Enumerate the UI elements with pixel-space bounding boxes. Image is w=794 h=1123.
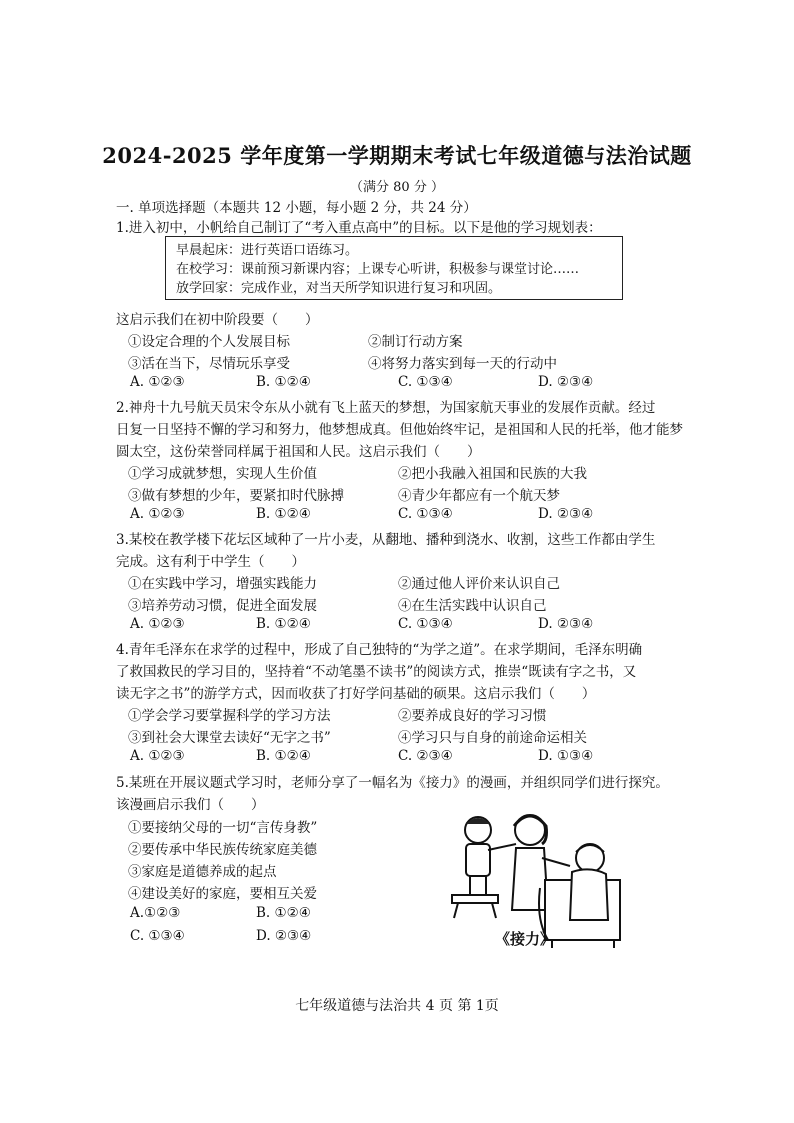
q2-stem: 2.神舟十九号航天员宋令东从小就有飞上蓝天的梦想，为国家航天事业的发展作贡献。经过 xyxy=(116,400,656,416)
q4-stem: 读无字之书”的游学方式，因而收获了打好学问基础的硕果。这启示我们（ ） xyxy=(116,686,596,702)
q5-choice-d[interactable]: D. ②③④ xyxy=(256,928,312,944)
q3-item: ④在生活实践中认识自己 xyxy=(398,598,547,614)
q4-item: ②要养成良好的学习习惯 xyxy=(398,708,547,724)
q2-item: ④青少年都应有一个航天梦 xyxy=(398,488,560,504)
q3-item: ③培养劳动习惯，促进全面发展 xyxy=(128,598,317,614)
cartoon-caption: 《接力》 xyxy=(495,930,556,948)
q2-item: ②把小我融入祖国和民族的大我 xyxy=(398,466,587,482)
full-score: （满分 80 分 ） xyxy=(350,180,444,195)
q1-choice-b[interactable]: B. ①②④ xyxy=(256,374,311,390)
q1-choice-c[interactable]: C. ①③④ xyxy=(398,374,453,390)
q1-stem: 1.进入初中，小帆给自己制订了“考入重点高中”的目标。以下是他的学习规划表： xyxy=(116,220,602,236)
plan-line: 早晨起床：进行英语口语练习。 xyxy=(176,243,359,258)
q5-choice-b[interactable]: B. ①②④ xyxy=(256,905,311,921)
q1-item: ④将努力落实到每一天的行动中 xyxy=(368,356,557,372)
q4-item: ③到社会大课堂去读好“无字之书” xyxy=(128,730,331,746)
q3-choice-d[interactable]: D. ②③④ xyxy=(538,616,594,632)
q2-item: ③做有梦想的少年，要紧扣时代脉搏 xyxy=(128,488,344,504)
q4-item: ④学习只与自身的前途命运相关 xyxy=(398,730,587,746)
q4-stem: 了救国救民的学习目的，坚持着“不动笔墨不读书”的阅读方式，推崇“既读有字之书，又 xyxy=(116,664,637,680)
q3-item: ②通过他人评价来认识自己 xyxy=(398,576,560,592)
q2-choice-a[interactable]: A. ①②③ xyxy=(130,506,185,522)
q2-stem: 日复一日坚持不懈的学习和努力，他梦想成真。但他始终牢记，是祖国和人民的托举，他才能梦 xyxy=(116,422,683,438)
q5-choice-a[interactable]: A.①②③ xyxy=(130,905,181,921)
q5-item: ③家庭是道德养成的起点 xyxy=(128,864,277,880)
q2-choice-c[interactable]: C. ①③④ xyxy=(398,506,453,522)
plan-line: 在校学习：课前预习新课内容；上课专心听讲，积极参与课堂讨论…… xyxy=(176,262,580,277)
q3-choice-b[interactable]: B. ①②④ xyxy=(256,616,311,632)
q1-item: ①设定合理的个人发展目标 xyxy=(128,334,290,350)
q1-ask: 这启示我们在初中阶段要（ ） xyxy=(116,312,319,328)
q3-stem: 3.某校在教学楼下花坛区域种了一片小麦，从翻地、播种到浇水、收割，这些工作都由学生 xyxy=(116,532,656,548)
q2-choice-d[interactable]: D. ②③④ xyxy=(538,506,594,522)
q4-item: ①学会学习要掌握科学的学习方法 xyxy=(128,708,331,724)
q1-item: ②制订行动方案 xyxy=(368,334,463,350)
q3-choice-c[interactable]: C. ①③④ xyxy=(398,616,453,632)
q3-choice-a[interactable]: A. ①②③ xyxy=(130,616,185,632)
q1-choice-a[interactable]: A. ①②③ xyxy=(130,374,185,390)
q5-item: ①要接纳父母的一切“言传身教” xyxy=(128,820,318,836)
q1-item: ③活在当下，尽情玩乐享受 xyxy=(128,356,290,372)
page-footer: 七年级道德与法治共 4 页 第 1页 xyxy=(295,998,499,1014)
q2-item: ①学习成就梦想，实现人生价值 xyxy=(128,466,317,482)
q4-choice-c[interactable]: C. ②③④ xyxy=(398,748,453,764)
q1-choice-d[interactable]: D. ②③④ xyxy=(538,374,594,390)
q3-item: ①在实践中学习，增强实践能力 xyxy=(128,576,317,592)
q5-choice-c[interactable]: C. ①③④ xyxy=(130,928,185,944)
q4-choice-d[interactable]: D. ①③④ xyxy=(538,748,594,764)
q4-stem: 4.青年毛泽东在求学的过程中，形成了自己独特的“为学之道”。在求学期间，毛泽东明确 xyxy=(116,642,643,658)
q4-choice-a[interactable]: A. ①②③ xyxy=(130,748,185,764)
plan-line: 放学回家：完成作业，对当天所学知识进行复习和巩固。 xyxy=(176,281,502,296)
exam-title: 2024-2025 学年度第一学期期末考试七年级道德与法治试题 xyxy=(102,143,692,168)
q4-choice-b[interactable]: B. ①②④ xyxy=(256,748,311,764)
q2-choice-b[interactable]: B. ①②④ xyxy=(256,506,311,522)
q2-stem: 圆太空，这份荣誉同样属于祖国和人民。这启示我们（ ） xyxy=(116,444,481,460)
study-plan-box xyxy=(165,236,623,300)
q5-item: ②要传承中华民族传统家庭美德 xyxy=(128,842,317,858)
q3-stem: 完成。这有利于中学生（ ） xyxy=(116,554,305,570)
q5-stem: 该漫画启示我们（ ） xyxy=(116,797,265,813)
q5-stem: 5.某班在开展议题式学习时，老师分享了一幅名为《接力》的漫画，并组织同学们进行探究。 xyxy=(116,775,669,791)
q5-item: ④建设美好的家庭，要相互关爱 xyxy=(128,886,317,902)
section-heading: 一. 单项选择题（本题共 12 小题，每小题 2 分，共 24 分） xyxy=(116,200,477,216)
